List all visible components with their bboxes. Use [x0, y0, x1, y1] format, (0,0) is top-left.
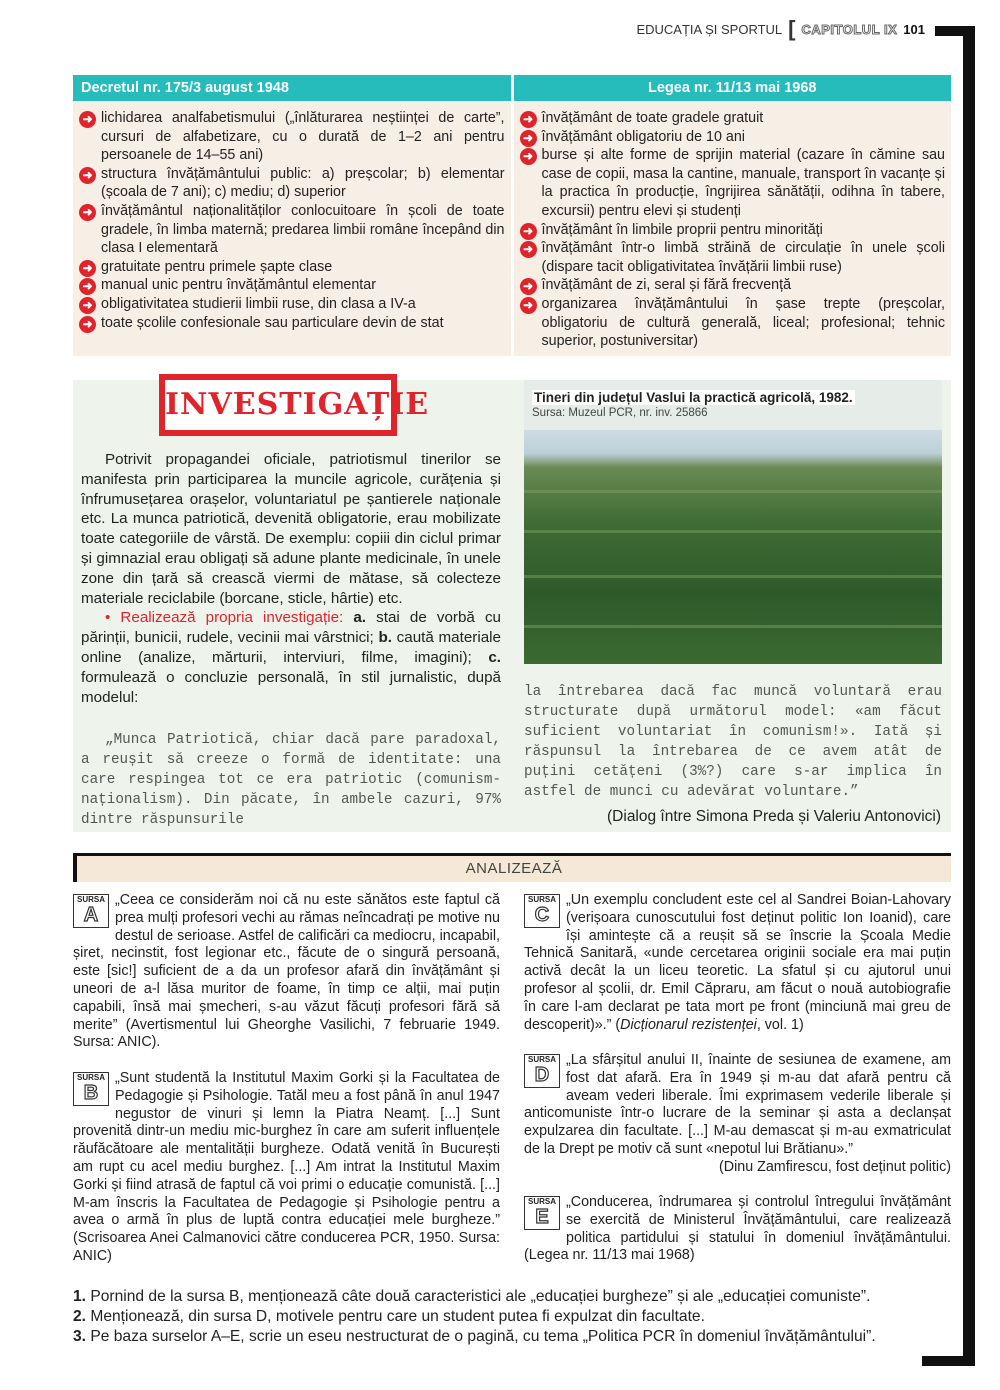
decree-1948-list [73, 101, 511, 332]
list-item [520, 146, 946, 220]
task-c-label: c. [488, 648, 501, 666]
bracket-decoration: [ [788, 16, 796, 41]
source-text: „Un exemplu concludent este cel al Sandrei Boian-Lahovary (verișoara cunoscutului fost deținut politic Ion Ioanid), care își amintește că a reușit să se înscrie la Școala Medie Tehnică Sanitară, «unde cercetarea originii sociale era mai puțin activă decât la un liceu teoretic. La sfatul și cu ajutorul unui profesor al școlii, dr. Emil Căpraru, am făcut o nouă autobiografie în care l-am declarat pe tata mort pe front (minciună mai greu de descoperit)».” ( [524, 892, 951, 1033]
source-badge: SURSA C [524, 894, 560, 928]
source-attribution: (Dinu Zamfirescu, fost deținut politic) [718, 1158, 951, 1175]
investigation-task [81, 608, 501, 707]
list-item [520, 109, 946, 128]
arrow-right-icon: ➜ [520, 297, 537, 314]
source-badge: SURSA A [73, 894, 109, 928]
list-item [79, 165, 505, 202]
source-badge: SURSA B [73, 1072, 109, 1106]
list-item-text: învățământ obligatoriu de 10 ani [541, 128, 745, 145]
list-item [79, 258, 505, 277]
list-item [79, 314, 505, 333]
list-item [79, 276, 505, 295]
question-1: 1. Pornind de la sursa B, menționează câte două caracteristici ale „educației burgheze” și ale „educației comuniste”. [73, 1288, 871, 1305]
arrow-right-icon: ➜ [520, 241, 537, 258]
running-header [636, 16, 925, 41]
arrow-right-icon: ➜ [520, 111, 537, 128]
list-item-text: învățământ de toate gradele gratuit [541, 110, 764, 126]
analyze-heading: ANALIZEAZĂ [73, 853, 951, 882]
list-item-text: gratuitate pentru primele șapte clase [101, 258, 333, 275]
source-title: Dicționarul rezistenței [620, 1016, 757, 1033]
model-quote-part1: „Munca Patriotică, chiar dacă pare paradoxal, a reușit să creeze o formă de identitate: una care respingea tot ce era patriotic (comunism-naționalism). Din păcate, în ambele cazuri, 97% dintre răspunsurile [81, 732, 501, 828]
arrow-right-icon: ➜ [520, 278, 537, 295]
questions [73, 1287, 953, 1347]
source-e [524, 1194, 951, 1265]
chapter-title: EDUCAȚIA ȘI SPORTUL [636, 21, 783, 37]
source-text: „Conducerea, îndrumarea și controlul întregului învățământ se exercită de Ministerul Învățământului, care realizează politica partidului și statului în domeniul învățământului. (Legea nr. 11/13 mai 1968) [524, 1194, 951, 1264]
arrow-right-icon: ➜ [79, 260, 96, 277]
list-item [79, 295, 505, 314]
source-text: „La sfârșitul anului II, înainte de sesiunea de examene, am fost dat afară. Era în 1949 și m-au dat afară pentru că aveam vederi liberale. Îmi exprimasem vederile liberale și anticomuniste într-o lucrare de la seminar și asta a declanșat expulzarea din facultate. [...] M-au demascat și m-au exmatriculat de la Drept pe motiv că sunt «nepotul lui Brătianu».” [524, 1052, 951, 1157]
source-badge: SURSA E [524, 1196, 560, 1230]
list-item [79, 202, 505, 258]
list-item-text: toate școlile confesionale sau particulare devin de stat [101, 314, 444, 331]
agricultural-practice-photo [524, 430, 942, 664]
photo-caption: Tineri din județul Vaslui la practică agricolă, 1982. [534, 390, 853, 405]
task-intro: • Realizează propria investigație: [105, 609, 344, 627]
question-2: 2. Menționează, din sursa D, motivele pentru care un student putea fi expulzat din facultate. [73, 1308, 705, 1325]
page-number: 101 [903, 21, 925, 37]
list-item [79, 109, 505, 165]
list-item [520, 239, 946, 276]
comparison-table [73, 75, 951, 356]
list-item-text: învățământul naționalităților conlocuitoare în școli de toate gradele, în limba maternă; predarea limbii române începând din clasa I elementară [101, 202, 505, 257]
investigation-text [81, 450, 501, 707]
task-b-text: caută materiale online (analize, mărturii, interviuri, filme, imagini); [81, 629, 501, 666]
source-b [73, 1070, 500, 1266]
task-c-text: formulează o concluzie personală, în stil jurnalistic, după modelul: [81, 668, 501, 706]
law-1968-list [514, 101, 952, 351]
investigation-paragraph: Potrivit propagandei oficiale, patriotismul tinerilor se manifesta prin participarea la muncile agricole, curățenia și înfrumusețarea orașelor, voluntariatul pe șantierele naționale etc. La munca patriotică, devenită obligatorie, erau mobilizate toate categoriile de vârstă. De exemplu: copiii din ciclul primar și gimnazial erau obligați să adune plante medicinale, în unele zone din țară să crească viermi de mătase, să colecteze materiale reciclabile (borcane, sticle, hârtie) etc. [81, 451, 501, 607]
photo-figure [524, 380, 942, 664]
list-item-text: manual unic pentru învățământul elementar [101, 277, 376, 294]
list-item [520, 128, 946, 147]
list-item-text: învățământ într-o limbă străină de circulație în unele școli (dispare tacit obligativitatea învățării limbii ruse) [541, 240, 945, 275]
column-header: Decretul nr. 175/3 august 1948 [73, 75, 511, 101]
list-item-text: învățământ de zi, seral și fără frecvență [541, 277, 792, 294]
page-frame [963, 26, 975, 1366]
arrow-right-icon: ➜ [520, 148, 537, 165]
source-text-tail: , vol. 1) [756, 1016, 804, 1033]
page-frame [922, 1356, 975, 1366]
source-text: „Ceea ce considerăm noi că nu este sănătos este faptul că prea mulți profesori vechi au rămas neîncadrați pe motive nu destul de serioase. Astfel de calificări ca mediocru, incapabil, șiret, necinstit, fost legionar etc., făcute de o singură persoană, este [sic!] suficient de a da un profesor afară din învățământ și uneori de a-l lăsa muritor de foame, în timp ce alții, mai puțin capabili, însă mai șmecheri, s-au văzut făcuți profesori fără să merite” (Avertismentul lui Gheorghe Vasilichi, 7 februarie 1949. Sursa: ANIC). [73, 892, 500, 1051]
column-header: Legea nr. 11/13 mai 1968 [514, 75, 952, 101]
model-quote-part2: la întrebarea dacă fac muncă voluntară erau structurate după următorul model: «am făcut suficient voluntariat în comunism!». Iată și răspunsul la întrebarea de ce avem atât de puțini cetățeni (3%?) care s-ar implica în astfel de munci cu adevărat voluntare.” [524, 684, 942, 800]
list-item-text: învățământ în limbile proprii pentru minorități [541, 221, 823, 238]
chapter-label: CAPITOLUL IX [801, 21, 898, 37]
list-item-text: burse și alte forme de sprijin material (cazare în cămine sau case de copii, masa la cantine, manuale, transport în vacanțe și la practica în producție, îngrijirea sănătății, odihna în tabere, excursii) pentru elevi și studenți [541, 147, 945, 219]
arrow-right-icon: ➜ [79, 204, 96, 221]
arrow-right-icon: ➜ [79, 297, 96, 314]
task-b-label: b. [378, 629, 392, 647]
source-text: „Sunt studentă la Institutul Maxim Gorki și la Facultatea de Pedagogie și Psihologie. Tatăl meu a fost până în anul 1947 negustor de vinuri și lemn la Piatra Neamț. [...] Sunt provenită dintr-un mediu mic-burghez în care am suferit influențele răufăcătoare ale mentalității burgheze. Odată venită în București am rupt cu acel mediu burghez. [...] Am intrat la Institutul Maxim Gorki și fiind atrasă de faptul că voi primi o educație comunistă. [...] M-am înscris la Facultatea de Pedagogie și Psihologie pentru a avea o armă în plus de luptă contra educației mele burgheze.” (Scrisoarea Anei Calmanovici către conducerea PCR, 1950. Sursa: ANIC) [73, 1070, 500, 1264]
task-a-label: a. [353, 609, 367, 627]
list-item-text: lichidarea analfabetismului („înlăturarea neștiinței de carte”, cursuri de alfabetizare, cu o durată de 1–2 ani pentru persoanele de 14–55 ani) [101, 110, 505, 164]
source-c [524, 892, 951, 1034]
arrow-right-icon: ➜ [520, 223, 537, 240]
decree-1948-column [73, 75, 511, 356]
investigation-stamp: INVESTIGAȚIE [159, 374, 397, 436]
arrow-right-icon: ➜ [520, 130, 537, 147]
arrow-right-icon: ➜ [79, 111, 96, 128]
law-1968-column [514, 75, 952, 356]
quote-attribution: (Dialog între Simona Preda și Valeriu Antonovici) [607, 808, 941, 825]
photo-source: Sursa: Muzeul PCR, nr. inv. 25866 [532, 407, 708, 419]
list-item [520, 221, 946, 240]
question-3: 3. Pe baza surselor A–E, scrie un eseu nestructurat de o pagină, cu tema „Politica PCR în domeniul învățământului”. [73, 1328, 876, 1345]
arrow-right-icon: ➜ [79, 167, 96, 184]
list-item [520, 295, 946, 351]
investigation-section [73, 380, 951, 832]
list-item-text: structura învățământului public: a) preșcolar; b) elementar (școala de 7 ani); c) mediu; d) superior [101, 165, 505, 201]
arrow-right-icon: ➜ [79, 316, 96, 333]
list-item-text: obligativitatea studierii limbii ruse, din clasa a IV-a [101, 295, 416, 312]
list-item-text: organizarea învățământului în șase trepte (preșcolar, obligatoriu de cultură generală, liceal; profesional; tehnic superior, postuniversitar) [541, 295, 945, 350]
task-a-text: stai de vorbă cu părinții, bunicii, rudele, vecinii mai vârstnici; [81, 609, 501, 647]
list-item [520, 276, 946, 295]
source-a [73, 892, 500, 1052]
arrow-right-icon: ➜ [79, 278, 96, 295]
source-d [524, 1052, 951, 1177]
source-badge: SURSA D [524, 1054, 560, 1088]
